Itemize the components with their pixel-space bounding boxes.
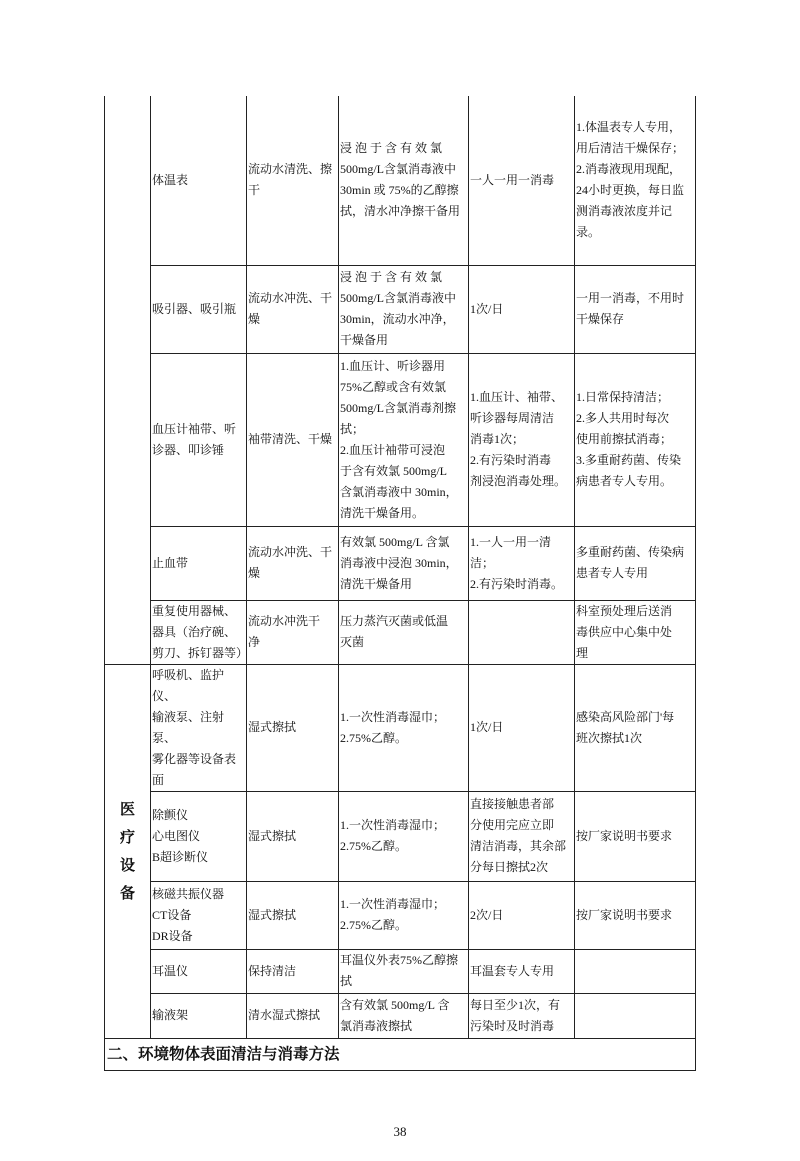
frequency-cell: 每日至少1次，有 污染时及时消毒 bbox=[469, 993, 575, 1038]
section-row bbox=[105, 1038, 696, 1070]
frequency-cell bbox=[469, 600, 575, 664]
cleaning-method-cell: 流动水冲洗、干 燥 bbox=[247, 265, 339, 353]
disinfection-method-cell: 1.一次性消毒湿巾； 2.75%乙醇。 bbox=[339, 664, 469, 791]
item-cell: 吸引器、吸引瓶 bbox=[151, 265, 247, 353]
notes-cell: 按厂家说明书要求 bbox=[575, 881, 696, 949]
notes-cell: 1.体温表专人专用， 用后清洁干燥保存； 2.消毒液现用现配， 24小时更换，每日监 测消毒液浓度并记 录。 bbox=[575, 96, 696, 265]
cleaning-method-cell: 清水湿式擦拭 bbox=[247, 993, 339, 1038]
cleaning-method-cell: 湿式擦拭 bbox=[247, 881, 339, 949]
table-row bbox=[105, 526, 696, 600]
table-row bbox=[105, 600, 696, 664]
frequency-cell: 直接接触患者部 分使用完应立即 清洁消毒，其余部 分每日擦拭2次 bbox=[469, 791, 575, 881]
page-number: 38 bbox=[393, 1123, 407, 1139]
table-row bbox=[105, 881, 696, 949]
disinfection-method-cell: 耳温仪外表75%乙醇擦 拭 bbox=[339, 949, 469, 993]
disinfection-method-cell: 浸 泡 于 含 有 效 氯 500mg/L含氯消毒液中 30min 或 75%的乙醇擦 拭，清水冲净擦干备用 bbox=[339, 96, 469, 265]
frequency-cell: 一人一用一消毒 bbox=[469, 96, 575, 265]
table-row bbox=[105, 96, 696, 265]
item-cell: 除颤仪 心电图仪 B超诊断仪 bbox=[151, 791, 247, 881]
cleaning-method-cell: 保持清洁 bbox=[247, 949, 339, 993]
notes-cell bbox=[575, 949, 696, 993]
disinfection-method-cell: 浸 泡 于 含 有 效 氯 500mg/L含氯消毒液中 30min，流动水冲净， 干燥备用 bbox=[339, 265, 469, 353]
notes-cell: 1.日常保持清洁； 2.多人共用时每次 使用前擦拭消毒； 3.多重耐药菌、传染 病患者专人专用。 bbox=[575, 353, 696, 526]
cleaning-method-cell: 流动水冲洗干 净 bbox=[247, 600, 339, 664]
item-cell: 耳温仪 bbox=[151, 949, 247, 993]
item-cell: 重复使用器械、 器具（治疗碗、 剪刀、拆钉器等） bbox=[151, 600, 247, 664]
notes-cell: 感染高风险部门'每 班次擦拭1次 bbox=[575, 664, 696, 791]
frequency-cell: 1次/日 bbox=[469, 664, 575, 791]
item-cell: 止血带 bbox=[151, 526, 247, 600]
notes-cell: 按厂家说明书要求 bbox=[575, 791, 696, 881]
frequency-cell: 2次/日 bbox=[469, 881, 575, 949]
disinfection-method-cell: 含有效氯 500mg/L 含 氯消毒液擦拭 bbox=[339, 993, 469, 1038]
item-cell: 呼吸机、监护仪、 输液泵、注射泵、 雾化器等设备表 面 bbox=[151, 664, 247, 791]
category-cell bbox=[105, 96, 151, 664]
table-row bbox=[105, 791, 696, 881]
table-row bbox=[105, 265, 696, 353]
category-medical-equipment: 医 疗 设 备 bbox=[105, 664, 151, 1038]
cleaning-method-cell: 湿式擦拭 bbox=[247, 664, 339, 791]
frequency-cell: 1.一人一用一清 洁； 2.有污染时消毒。 bbox=[469, 526, 575, 600]
frequency-cell: 1.血压计、袖带、 听诊器每周清洁 消毒1次； 2.有污染时消毒 剂浸泡消毒处理。 bbox=[469, 353, 575, 526]
disinfection-method-cell: 有效氯 500mg/L 含氯 消毒液中浸泡 30min， 清洗干燥备用 bbox=[339, 526, 469, 600]
disinfection-method-cell: 压力蒸汽灭菌或低温 灭菌 bbox=[339, 600, 469, 664]
table-row bbox=[105, 993, 696, 1038]
notes-cell: 一用一消毒，不用时 干燥保存 bbox=[575, 265, 696, 353]
frequency-cell: 耳温套专人专用 bbox=[469, 949, 575, 993]
disinfection-method-cell: 1.血压计、听诊器用 75%乙醇或含有效氯 500mg/L含氯消毒剂擦 拭； 2.血压计袖带可浸泡 于含有效氯 500mg/L 含氯消毒液中 30min， 清洗干燥备用。 bbox=[339, 353, 469, 526]
notes-cell bbox=[575, 993, 696, 1038]
table-row bbox=[105, 949, 696, 993]
cleaning-method-cell: 袖带清洗、干燥 bbox=[247, 353, 339, 526]
notes-cell: 多重耐药菌、传染病 患者专人专用 bbox=[575, 526, 696, 600]
item-cell: 输液架 bbox=[151, 993, 247, 1038]
section-heading: 二、环境物体表面清洁与消毒方法 bbox=[105, 1038, 696, 1070]
item-cell: 体温表 bbox=[151, 96, 247, 265]
item-cell: 核磁共振仪器 CT设备 DR设备 bbox=[151, 881, 247, 949]
frequency-cell: 1次/日 bbox=[469, 265, 575, 353]
table-row bbox=[105, 664, 696, 791]
cleaning-method-cell: 湿式擦拭 bbox=[247, 791, 339, 881]
notes-cell: 科室预处理后送消 毒供应中心集中处 理 bbox=[575, 600, 696, 664]
item-cell: 血压计袖带、听 诊器、叩诊锤 bbox=[151, 353, 247, 526]
disinfection-method-cell: 1.一次性消毒湿巾； 2.75%乙醇。 bbox=[339, 881, 469, 949]
table-row bbox=[105, 353, 696, 526]
cleaning-method-cell: 流动水冲洗、干 燥 bbox=[247, 526, 339, 600]
cleaning-method-cell: 流动水清洗、擦 干 bbox=[247, 96, 339, 265]
disinfection-table bbox=[104, 96, 696, 1071]
disinfection-method-cell: 1.一次性消毒湿巾； 2.75%乙醇。 bbox=[339, 791, 469, 881]
